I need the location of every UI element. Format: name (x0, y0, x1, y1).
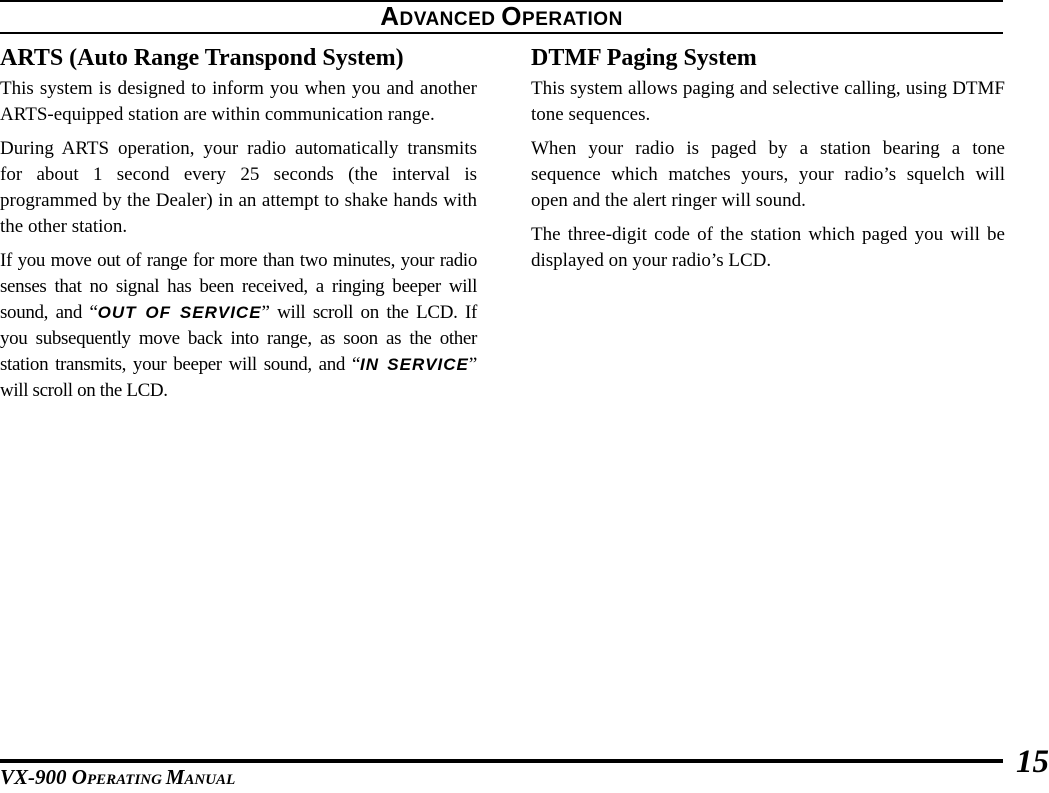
dtmf-heading: DTMF Paging System (531, 45, 757, 71)
dtmf-section (531, 40, 1005, 282)
dtmf-paragraph-3: The three-digit code of the station which paged you will be displayed on your radio’s LCD. (531, 224, 1005, 271)
lcd-in-service: IN SERVICE (360, 355, 469, 374)
page-number: 15 (1016, 744, 1049, 780)
dtmf-paragraph-2: When your radio is paged by a station bearing a tone sequence which matches yours, your radio’s squelch will open and the alert ringer will sound. (531, 138, 1005, 211)
arts-section (0, 40, 477, 412)
arts-paragraph-1: This system is designed to inform you when you and another ARTS-equipped station are within communication range. (0, 78, 477, 125)
lcd-out-of-service: OUT OF SERVICE (97, 303, 262, 322)
section-header: ADVANCED OPERATION (380, 1, 623, 31)
dtmf-paragraph-1: This system allows paging and selective calling, using DTMF tone sequences. (531, 78, 1005, 125)
arts-paragraph-3: If you move out of range for more than two minutes, your radio senses that no signal has been received, a ringing beeper will sound, and “OUT OF SERVICE” will scroll on the LCD. If you subsequently move back into range, as soon as the other station transmits, your beeper will sound, and “IN SERVICE” will scroll on the LCD. (0, 250, 477, 401)
arts-paragraph-2: During ARTS operation, your radio automatically transmits for about 1 second every 25 seconds (the interval is programmed by the Dealer) in an attempt to shake hands with the other station. (0, 138, 477, 237)
footer-rule (0, 759, 1003, 763)
header-underline (0, 32, 1003, 34)
arts-heading: ARTS (Auto Range Transpond System) (0, 45, 404, 71)
footer-manual-title: VX-900 OPERATING MANUAL (0, 765, 236, 789)
